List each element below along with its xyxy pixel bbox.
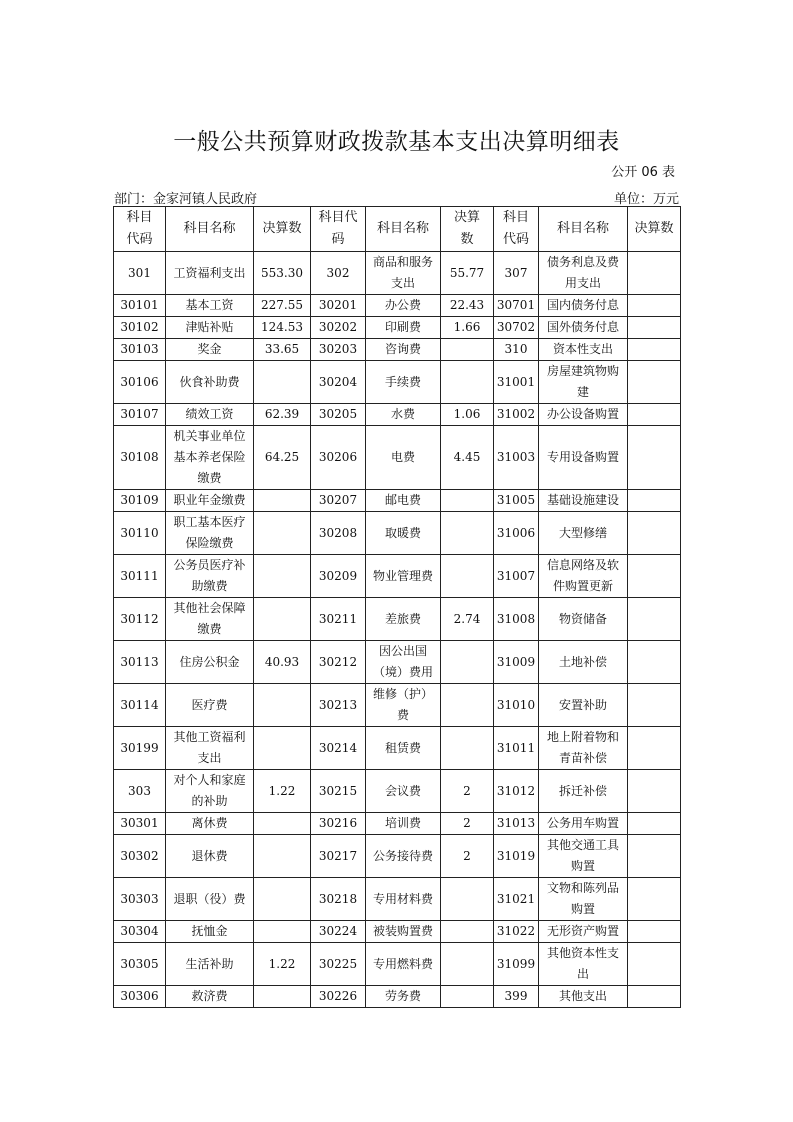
cell-amount — [628, 878, 681, 921]
table-row — [114, 727, 681, 770]
table-row — [114, 813, 681, 835]
cell-amount — [628, 361, 681, 404]
cell-name: 其他支出 — [539, 986, 628, 1008]
cell-amount — [441, 490, 494, 512]
cell-code: 31007 — [494, 555, 539, 598]
cell-name: 办公费 — [366, 295, 441, 317]
table-row — [114, 943, 681, 986]
table-row — [114, 835, 681, 878]
cell-code: 30201 — [311, 295, 366, 317]
cell-amount — [441, 641, 494, 684]
table-row — [114, 317, 681, 339]
cell-name: 退职（役）费 — [166, 878, 254, 921]
table-row — [114, 252, 681, 295]
cell-code: 310 — [494, 339, 539, 361]
cell-name: 会议费 — [366, 770, 441, 813]
cell-code: 30207 — [311, 490, 366, 512]
cell-code: 31006 — [494, 512, 539, 555]
cell-name: 其他资本性支 出 — [539, 943, 628, 986]
cell-amount: 22.43 — [441, 295, 494, 317]
cell-code: 30103 — [114, 339, 166, 361]
department-label: 部门：金家河镇人民政府 — [114, 192, 258, 207]
table-row — [114, 641, 681, 684]
cell-amount — [628, 684, 681, 727]
cell-name: 国内债务付息 — [539, 295, 628, 317]
column-header-code: 科目 代码 — [114, 207, 166, 252]
cell-code: 30203 — [311, 339, 366, 361]
cell-name: 邮电费 — [366, 490, 441, 512]
cell-code: 30212 — [311, 641, 366, 684]
cell-code: 30302 — [114, 835, 166, 878]
cell-name: 因公出国 （境）费用 — [366, 641, 441, 684]
cell-amount — [254, 512, 311, 555]
unit-label: 单位：万元 — [613, 192, 679, 207]
cell-code: 31011 — [494, 727, 539, 770]
cell-amount — [628, 598, 681, 641]
cell-code: 30306 — [114, 986, 166, 1008]
cell-code: 30112 — [114, 598, 166, 641]
cell-amount: 40.93 — [254, 641, 311, 684]
cell-amount — [441, 943, 494, 986]
cell-code: 30111 — [114, 555, 166, 598]
cell-amount — [628, 727, 681, 770]
expenditure-table — [113, 206, 681, 1008]
cell-code: 31005 — [494, 490, 539, 512]
cell-name: 印刷费 — [366, 317, 441, 339]
cell-name: 基本工资 — [166, 295, 254, 317]
cell-amount — [628, 943, 681, 986]
cell-code: 30204 — [311, 361, 366, 404]
cell-name: 拆迁补偿 — [539, 770, 628, 813]
column-header-amount: 决算 数 — [441, 207, 494, 252]
cell-amount: 33.65 — [254, 339, 311, 361]
cell-code: 31001 — [494, 361, 539, 404]
cell-amount: 1.06 — [441, 404, 494, 426]
cell-amount: 2 — [441, 835, 494, 878]
cell-name: 其他社会保障 缴费 — [166, 598, 254, 641]
cell-name: 被装购置费 — [366, 921, 441, 943]
cell-code: 30701 — [494, 295, 539, 317]
cell-code: 31022 — [494, 921, 539, 943]
cell-code: 31021 — [494, 878, 539, 921]
cell-amount — [254, 598, 311, 641]
cell-name: 伙食补助费 — [166, 361, 254, 404]
column-header-name: 科目名称 — [539, 207, 628, 252]
cell-amount — [441, 512, 494, 555]
cell-name: 职工基本医疗 保险缴费 — [166, 512, 254, 555]
cell-name: 基础设施建设 — [539, 490, 628, 512]
cell-code: 30205 — [311, 404, 366, 426]
cell-code: 30216 — [311, 813, 366, 835]
cell-name: 取暖费 — [366, 512, 441, 555]
cell-name: 大型修缮 — [539, 512, 628, 555]
cell-name: 专用燃料费 — [366, 943, 441, 986]
cell-name: 离休费 — [166, 813, 254, 835]
table-row — [114, 555, 681, 598]
cell-name: 资本性支出 — [539, 339, 628, 361]
cell-amount — [628, 813, 681, 835]
table-row — [114, 339, 681, 361]
cell-amount — [254, 835, 311, 878]
cell-code: 30225 — [311, 943, 366, 986]
cell-amount — [441, 361, 494, 404]
cell-code: 30101 — [114, 295, 166, 317]
cell-amount — [254, 555, 311, 598]
table-row — [114, 878, 681, 921]
cell-code: 31013 — [494, 813, 539, 835]
cell-code: 31008 — [494, 598, 539, 641]
cell-code: 31012 — [494, 770, 539, 813]
cell-code: 31003 — [494, 426, 539, 490]
cell-code: 30113 — [114, 641, 166, 684]
cell-name: 信息网络及软 件购置更新 — [539, 555, 628, 598]
cell-code: 30303 — [114, 878, 166, 921]
cell-code: 30215 — [311, 770, 366, 813]
cell-name: 房屋建筑物购 建 — [539, 361, 628, 404]
cell-amount: 2 — [441, 813, 494, 835]
cell-name: 劳务费 — [366, 986, 441, 1008]
cell-name: 文物和陈列品 购置 — [539, 878, 628, 921]
cell-name: 物业管理费 — [366, 555, 441, 598]
cell-name: 租赁费 — [366, 727, 441, 770]
cell-name: 职业年金缴费 — [166, 490, 254, 512]
cell-amount — [441, 684, 494, 727]
cell-amount — [628, 295, 681, 317]
cell-name: 咨询费 — [366, 339, 441, 361]
table-row — [114, 512, 681, 555]
cell-code: 31009 — [494, 641, 539, 684]
cell-code: 30102 — [114, 317, 166, 339]
cell-name: 债务利息及费 用支出 — [539, 252, 628, 295]
cell-name: 物资储备 — [539, 598, 628, 641]
cell-name: 无形资产购置 — [539, 921, 628, 943]
cell-code: 30213 — [311, 684, 366, 727]
cell-amount: 4.45 — [441, 426, 494, 490]
cell-code: 30108 — [114, 426, 166, 490]
cell-name: 绩效工资 — [166, 404, 254, 426]
cell-name: 奖金 — [166, 339, 254, 361]
cell-name: 国外债务付息 — [539, 317, 628, 339]
cell-amount — [254, 727, 311, 770]
table-row — [114, 770, 681, 813]
column-header-amount: 决算数 — [254, 207, 311, 252]
table-row — [114, 490, 681, 512]
cell-code: 31099 — [494, 943, 539, 986]
column-header-name: 科目名称 — [166, 207, 254, 252]
cell-name: 津贴补贴 — [166, 317, 254, 339]
cell-code: 30199 — [114, 727, 166, 770]
column-header-code: 科目 代码 — [494, 207, 539, 252]
cell-name: 商品和服务 支出 — [366, 252, 441, 295]
cell-name: 退休费 — [166, 835, 254, 878]
cell-code: 30305 — [114, 943, 166, 986]
cell-amount — [628, 404, 681, 426]
cell-amount: 55.77 — [441, 252, 494, 295]
cell-amount — [628, 770, 681, 813]
cell-amount — [628, 339, 681, 361]
table-row — [114, 404, 681, 426]
cell-name: 土地补偿 — [539, 641, 628, 684]
cell-name: 专用设备购置 — [539, 426, 628, 490]
cell-name: 其他交通工具 购置 — [539, 835, 628, 878]
page-title: 一般公共预算财政拨款基本支出决算明细表 — [173, 129, 620, 155]
cell-name: 地上附着物和 青苗补偿 — [539, 727, 628, 770]
cell-code: 303 — [114, 770, 166, 813]
cell-amount — [441, 339, 494, 361]
cell-name: 公务用车购置 — [539, 813, 628, 835]
cell-code: 30226 — [311, 986, 366, 1008]
table-row — [114, 684, 681, 727]
cell-code: 30301 — [114, 813, 166, 835]
cell-code: 31019 — [494, 835, 539, 878]
cell-amount — [441, 878, 494, 921]
cell-name: 生活补助 — [166, 943, 254, 986]
cell-code: 31002 — [494, 404, 539, 426]
cell-code: 30206 — [311, 426, 366, 490]
cell-amount: 553.30 — [254, 252, 311, 295]
cell-name: 安置补助 — [539, 684, 628, 727]
cell-code: 30110 — [114, 512, 166, 555]
cell-amount — [441, 986, 494, 1008]
cell-code: 30218 — [311, 878, 366, 921]
form-number: 公开 06 表 — [611, 165, 675, 180]
table-row — [114, 295, 681, 317]
cell-code: 30214 — [311, 727, 366, 770]
header-row — [114, 207, 681, 252]
cell-amount — [254, 878, 311, 921]
cell-amount — [628, 512, 681, 555]
table-row — [114, 921, 681, 943]
cell-code: 30217 — [311, 835, 366, 878]
cell-code: 30224 — [311, 921, 366, 943]
cell-name: 机关事业单位 基本养老保险 缴费 — [166, 426, 254, 490]
cell-name: 电费 — [366, 426, 441, 490]
cell-amount: 2 — [441, 770, 494, 813]
cell-code: 399 — [494, 986, 539, 1008]
cell-name: 专用材料费 — [366, 878, 441, 921]
cell-amount — [628, 426, 681, 490]
cell-code: 30209 — [311, 555, 366, 598]
cell-amount: 2.74 — [441, 598, 494, 641]
cell-amount: 1.22 — [254, 770, 311, 813]
cell-amount — [628, 317, 681, 339]
cell-amount — [628, 252, 681, 295]
cell-amount — [254, 813, 311, 835]
cell-name: 抚恤金 — [166, 921, 254, 943]
cell-code: 30106 — [114, 361, 166, 404]
cell-amount — [254, 361, 311, 404]
cell-name: 公务员医疗补 助缴费 — [166, 555, 254, 598]
cell-code: 307 — [494, 252, 539, 295]
cell-name: 对个人和家庭 的补助 — [166, 770, 254, 813]
cell-name: 公务接待费 — [366, 835, 441, 878]
cell-code: 30211 — [311, 598, 366, 641]
cell-amount — [628, 490, 681, 512]
cell-code: 31010 — [494, 684, 539, 727]
cell-amount: 124.53 — [254, 317, 311, 339]
cell-amount — [628, 921, 681, 943]
table-row — [114, 986, 681, 1008]
cell-code: 30208 — [311, 512, 366, 555]
cell-code: 30114 — [114, 684, 166, 727]
cell-name: 手续费 — [366, 361, 441, 404]
cell-code: 30202 — [311, 317, 366, 339]
cell-amount — [254, 921, 311, 943]
cell-amount — [441, 727, 494, 770]
cell-amount — [254, 490, 311, 512]
cell-amount: 227.55 — [254, 295, 311, 317]
cell-code: 301 — [114, 252, 166, 295]
cell-amount: 64.25 — [254, 426, 311, 490]
cell-amount — [254, 684, 311, 727]
cell-amount: 1.22 — [254, 943, 311, 986]
cell-amount — [628, 986, 681, 1008]
cell-name: 维修（护） 费 — [366, 684, 441, 727]
cell-code: 30304 — [114, 921, 166, 943]
cell-code: 30107 — [114, 404, 166, 426]
cell-amount — [254, 986, 311, 1008]
column-header-name: 科目名称 — [366, 207, 441, 252]
cell-amount: 1.66 — [441, 317, 494, 339]
cell-amount — [441, 921, 494, 943]
cell-code: 302 — [311, 252, 366, 295]
cell-amount — [628, 835, 681, 878]
cell-name: 其他工资福利 支出 — [166, 727, 254, 770]
column-header-amount: 决算数 — [628, 207, 681, 252]
column-header-code: 科目代 码 — [311, 207, 366, 252]
table-row — [114, 598, 681, 641]
cell-name: 住房公积金 — [166, 641, 254, 684]
cell-name: 培训费 — [366, 813, 441, 835]
cell-name: 救济费 — [166, 986, 254, 1008]
cell-amount: 62.39 — [254, 404, 311, 426]
cell-name: 办公设备购置 — [539, 404, 628, 426]
cell-amount — [441, 555, 494, 598]
cell-name: 工资福利支出 — [166, 252, 254, 295]
cell-amount — [628, 555, 681, 598]
cell-name: 水费 — [366, 404, 441, 426]
cell-code: 30109 — [114, 490, 166, 512]
cell-code: 30702 — [494, 317, 539, 339]
cell-name: 差旅费 — [366, 598, 441, 641]
table-row — [114, 426, 681, 490]
table-row — [114, 361, 681, 404]
cell-amount — [628, 641, 681, 684]
cell-name: 医疗费 — [166, 684, 254, 727]
